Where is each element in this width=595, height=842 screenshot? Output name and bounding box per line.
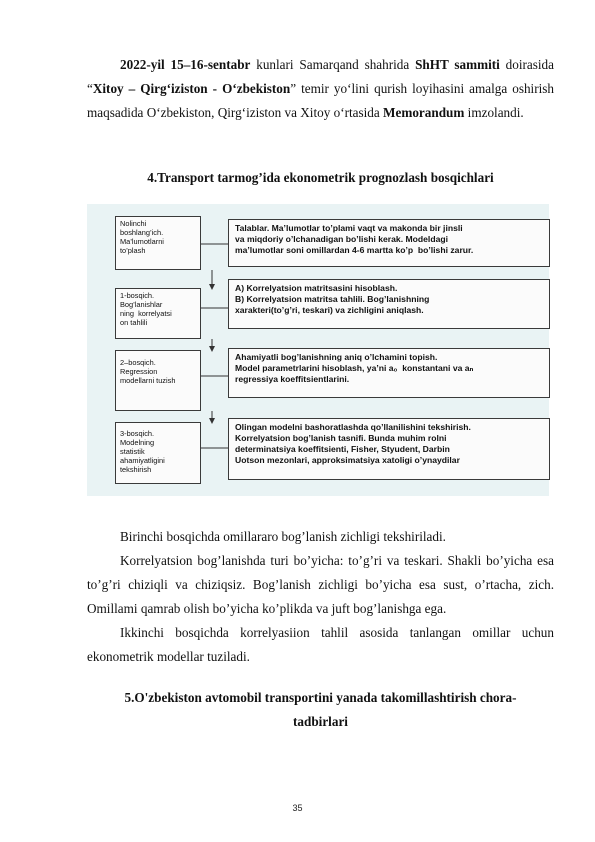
correlation-line: A) Korrelyatsion matritsasini hisoblash.	[235, 283, 398, 293]
stage-0-line: Nolinchi	[120, 219, 147, 228]
stages-diagram	[87, 204, 549, 496]
section-4-heading: 4.Transport tarmog’ida ekonometrik prognozlash bosqichlari	[147, 170, 494, 185]
stage-3-line: tekshirish	[120, 465, 152, 474]
paragraph-second-stage: Ikkinchi bosqichda korrelyasiion tahlil asosida tanlangan omillar uchun ekonometrik modellar tuziladi.	[87, 625, 554, 664]
regression-line: Model parametrlarini hisoblash, ya’ni a₀ konstantani va aₙ	[235, 363, 474, 373]
railway-title: Xitoy – Qirg‘iziston - O‘zbekiston	[92, 81, 291, 96]
stage-2-line: modellarni tuzish	[120, 376, 176, 385]
intro-text-3: ” temir yo‘lini qurish loyihasini amalga oshirish maqsadida O‘zbekiston, Qirg‘iziston va Xitoy o‘rtasida	[87, 81, 554, 120]
section-5-heading-line-2: tadbirlari	[293, 714, 348, 729]
intro-text-2: doirasida “	[87, 57, 555, 96]
stage-1-line: Bog’lanishlar	[120, 300, 163, 309]
requirements-line: va miqdoriy o’lchanadigan bo’lishi kerak. Modeldagi	[235, 234, 448, 244]
regression-line: Ahamiyatli bog’lanishning aniq o’lchamini topish.	[235, 352, 438, 362]
stage-0-line: Ma’lumotlarni	[120, 237, 164, 246]
summit-text: ShHT sammiti	[415, 57, 500, 72]
date-text: 2022-yil 15–16-sentabr	[120, 57, 251, 72]
significance-box	[228, 418, 550, 480]
stage-3-line: statistik	[120, 447, 145, 456]
stage-3-box	[115, 422, 201, 484]
stage-2-line: 2–bosqich.	[120, 358, 156, 367]
requirements-line: ma’lumotlar soni omillardan 4-6 martta ko’p bo’lishi zarur.	[235, 245, 474, 255]
stage-3-line: ahamiyatligini	[120, 456, 165, 465]
significance-line: determinatsiya koeffitsienti, Fisher, Styudent, Darbin	[235, 444, 450, 454]
stage-3-line: 3-bosqich.	[120, 429, 155, 438]
intro-paragraph	[87, 53, 554, 125]
stage-1-box	[115, 288, 201, 339]
stage-0-box	[115, 216, 201, 270]
correlation-line: xarakteri(to’g’ri, teskari) va zichligini aniqlash.	[235, 305, 424, 315]
intro-text-1: kunlari Samarqand shahrida	[250, 57, 416, 72]
stage-1-line: 1-bosqich.	[120, 291, 155, 300]
intro-text-4: imzolandi.	[464, 105, 524, 120]
stage-1-line: on tahlili	[120, 318, 148, 327]
significance-line: Korrelyatsion bog’lanish tasnifi. Bunda muhim rolni	[235, 433, 447, 443]
paragraph-first-stage: Birinchi bosqichda omillararo bog’lanish zichligi tekshiriladi.	[120, 529, 446, 544]
requirements-line: Talablar. Ma’lumotlar to’plami vaqt va makonda bir jinsli	[235, 223, 463, 233]
paragraph-correlation: Korrelyatsion bog’lanishda turi bo’yicha: to’g’ri va teskari. Shakli bo’yicha esa to’g’ri chiziqli va chiziqsiz. Bog’lanish zichligi bo’yicha esa sust, o’rtacha, zich. Omillami qamrab olish bo’yicha ko’plikda va juft bog’lanishga ega.	[87, 553, 554, 616]
stage-0-line: to’plash	[120, 246, 146, 255]
correlation-line: B) Korrelyatsion matritsa tahlili. Bog’lanishning	[235, 294, 430, 304]
significance-line: Uotson mezonlari, approksimatsiya xatoligi o’ynaydilar	[235, 455, 460, 465]
page-number: 35	[292, 803, 303, 813]
correlation-box	[228, 279, 550, 329]
stage-1-line: ning korrelyatsi	[120, 309, 172, 318]
stage-0-line: boshlang’ich.	[120, 228, 164, 237]
significance-line: Olingan modelni bashoratlashda qo’llanilishini tekshirish.	[235, 422, 471, 432]
stage-2-box	[115, 350, 201, 411]
regression-box	[228, 348, 550, 398]
section-5-heading-line-1: 5.O'zbekiston avtomobil transportini yanada takomillashtirish chora-	[124, 690, 517, 705]
stage-2-line: Regression	[120, 367, 158, 376]
memorandum-text: Memorandum	[383, 105, 465, 120]
regression-line: regressiya koeffitsientlarini.	[235, 374, 350, 384]
requirements-box	[228, 219, 550, 267]
stage-3-line: Modelning	[120, 438, 155, 447]
